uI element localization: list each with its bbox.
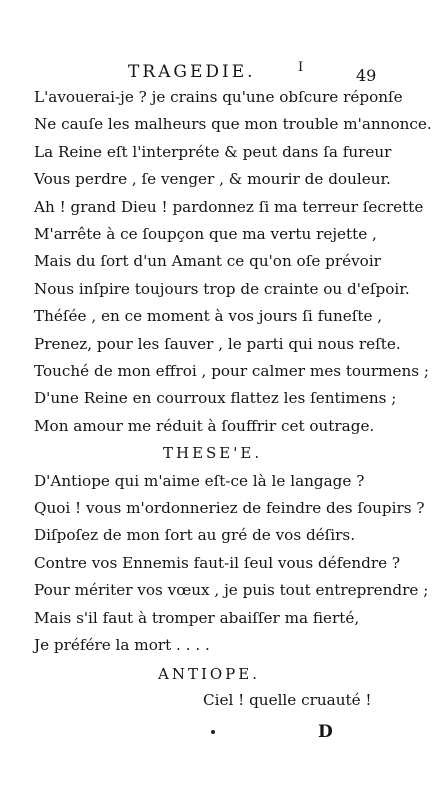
speaker-name: THESE'E. <box>163 444 263 463</box>
verse-line: D'Antiope qui m'aime eſt-ce là le langage ? <box>34 471 365 490</box>
verse-line: Touché de mon effroi , pour calmer mes tourmens ; <box>34 362 430 380</box>
verse-line: Pour mériter vos vœux , je puis tout entreprendre ; <box>34 581 429 600</box>
header-mark: I <box>298 60 304 75</box>
verse-line: Prenez, pour les ſauver , le parti qui nous reſte. <box>34 334 401 353</box>
verse-line: Vous perdre , ſe venger , & mourir de douleur. <box>34 170 391 189</box>
verse-line: Diſpoſez de mon ſort au gré de vos déſirs. <box>34 526 356 545</box>
page-number: 49 <box>356 66 377 85</box>
speaker-name: ANTIOPE. <box>158 665 260 684</box>
verse-line: La Reine eſt l'interpréte & peut dans ſa fureur <box>34 142 392 161</box>
verse-line: M'arrête à ce ſoupçon que ma vertu rejette , <box>34 225 377 243</box>
verse-line: Nous inſpire toujours trop de crainte ou d'eſpoir. <box>34 279 410 298</box>
verse-line: Mais s'il faut à tromper abaiſſer ma fierté, <box>34 608 360 627</box>
verse-line: Contre vos Ennemis faut-il ſeul vous défendre ? <box>34 553 401 572</box>
catchword: D <box>318 722 333 743</box>
verse-line: Ah ! grand Dieu ! pardonnez ſi ma terreur ſecrette <box>34 197 424 216</box>
verse-line: D'une Reine en courroux flattez les ſentimens ; <box>34 389 397 408</box>
printer-mark <box>211 730 215 734</box>
verse-line: Quoi ! vous m'ordonneriez de feindre des ſoupirs ? <box>34 499 425 517</box>
verse-line: Je préfére la mort . . . . <box>34 636 210 654</box>
verse-line: Ne cauſe les malheurs que mon trouble m'annonce. <box>34 115 432 134</box>
verse-line: L'avouerai-je ? je crains qu'une obſcure réponſe <box>34 88 403 106</box>
verse-line: Mon amour me réduit à ſouffrir cet outrage. <box>34 416 375 435</box>
verse-line: Théſée , en ce moment à vos jours ſi funeſte , <box>34 307 383 326</box>
verse-line: Mais du ſort d'un Amant ce qu'on oſe prévoir <box>34 252 381 271</box>
reply-line: Ciel ! quelle cruauté ! <box>203 690 372 709</box>
running-title: TRAGEDIE. <box>128 62 256 82</box>
